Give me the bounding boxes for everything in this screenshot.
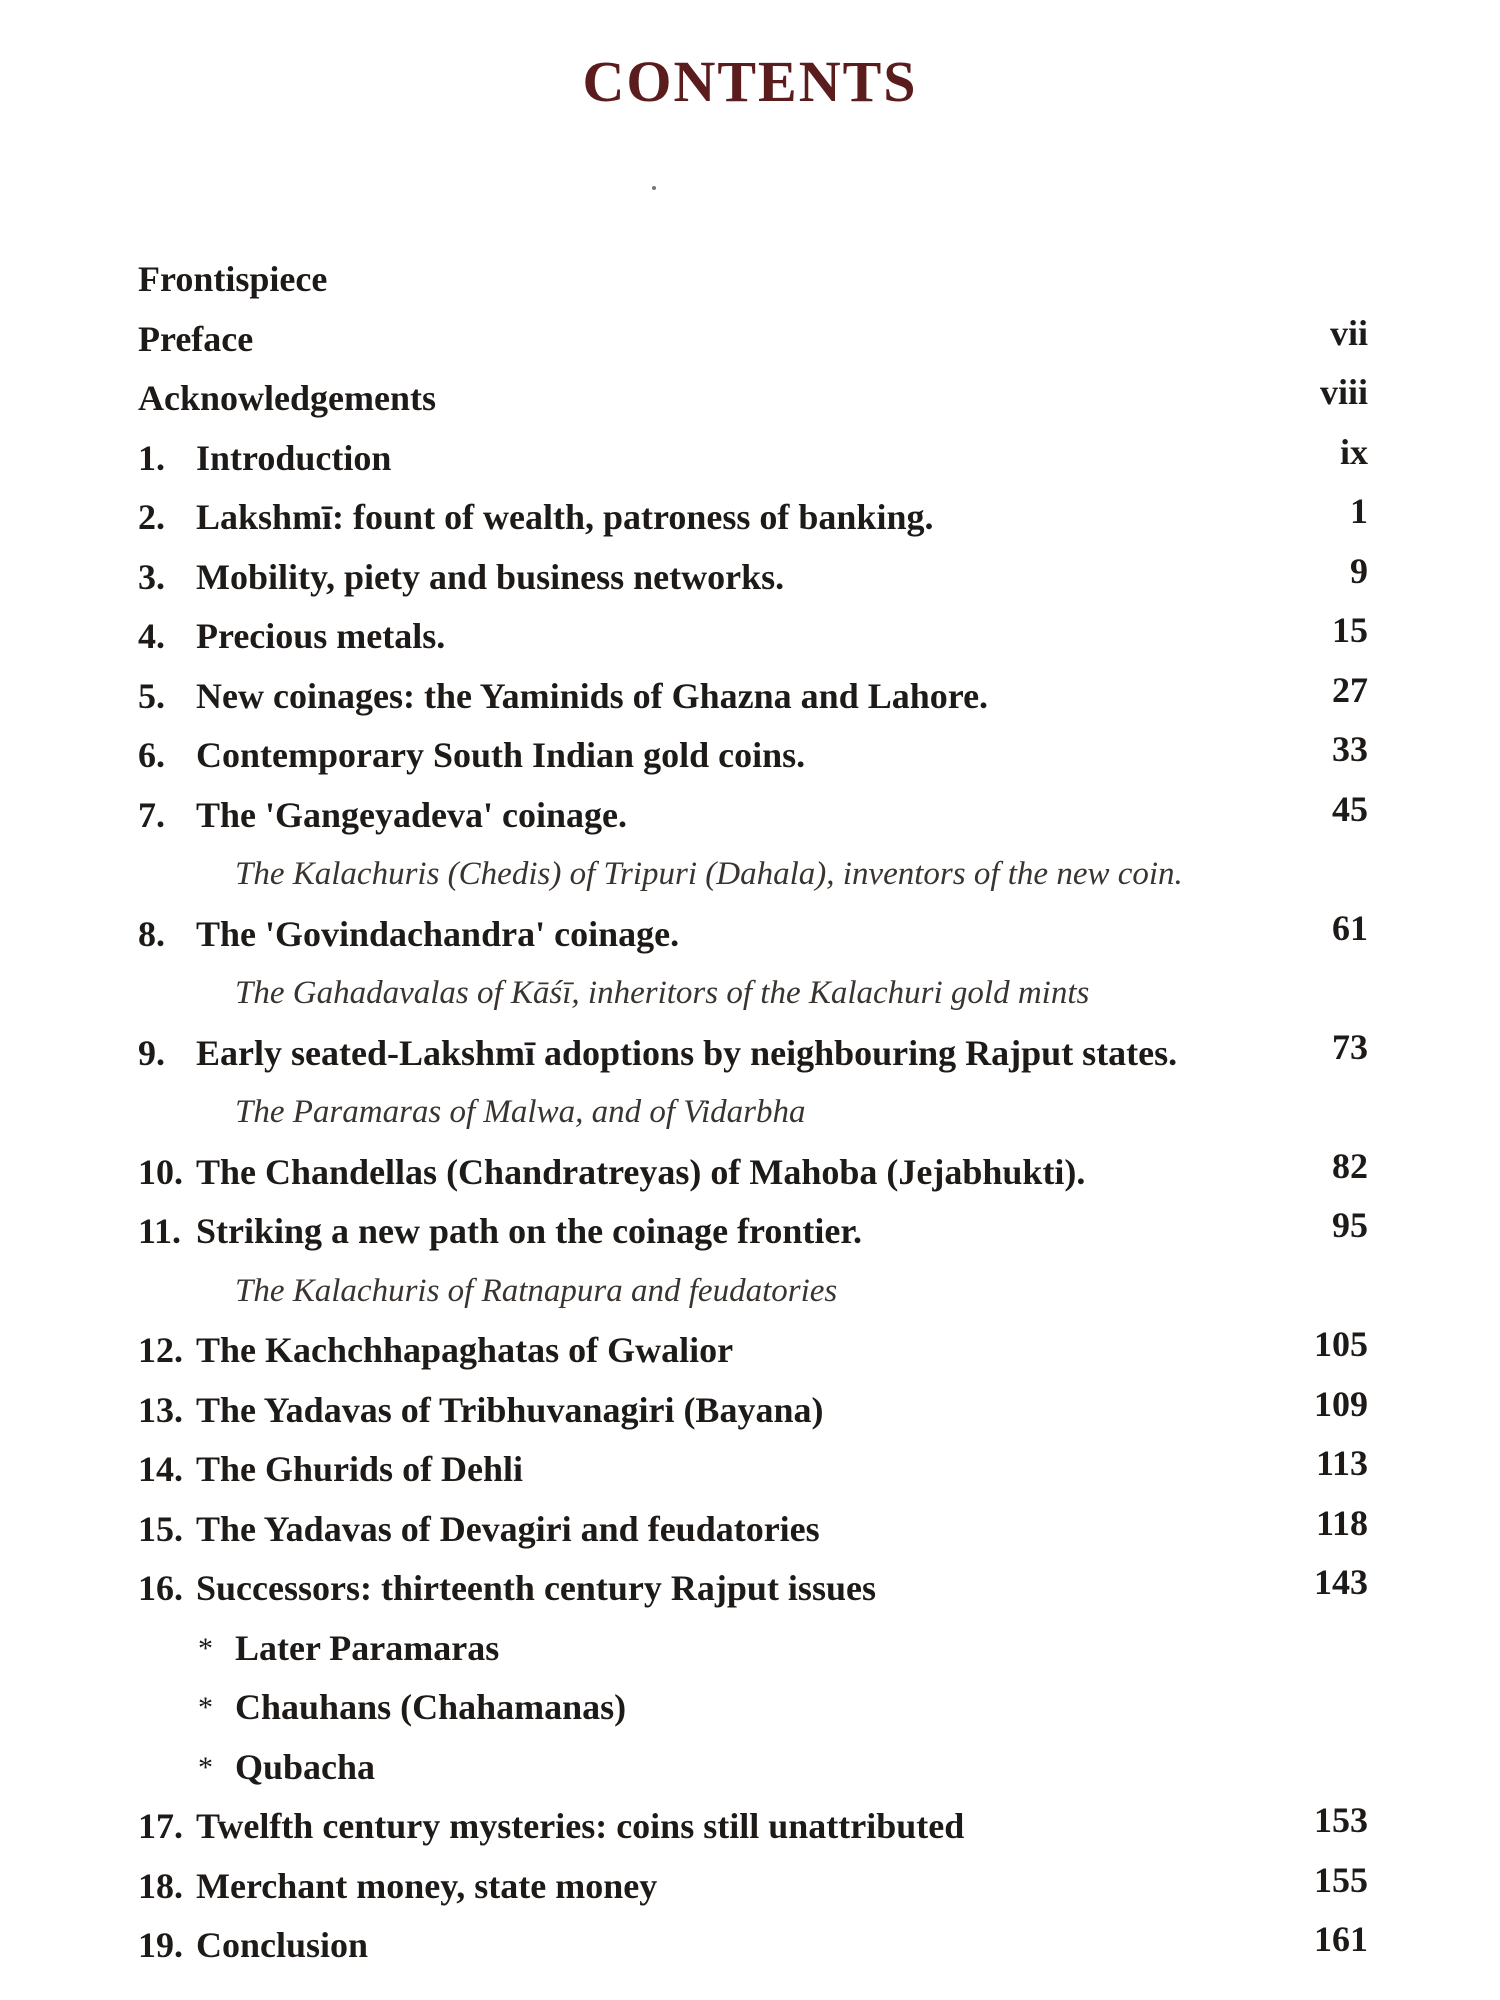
toc-entry-title: Frontispiece <box>138 259 328 299</box>
chapter-subtitle: The Kalachuris (Chedis) of Tripuri (Dahala), inventors of the new coin. <box>235 856 1183 892</box>
toc-chapter-11-subtitle <box>138 1262 1368 1322</box>
toc-chapter-6 <box>138 726 1368 786</box>
chapter-page: 27 <box>1332 669 1368 710</box>
chapter-title: Mobility, piety and business networks. <box>196 556 785 597</box>
bullet-label: Chauhans (Chahamanas) <box>235 1687 627 1727</box>
toc-chapter-8 <box>138 905 1368 965</box>
chapter-page: 9 <box>1350 550 1368 591</box>
bullet-label: Qubacha <box>235 1746 376 1787</box>
chapter-number: 1. <box>138 437 165 478</box>
chapter-title: New coinages: the Yaminids of Ghazna and Lahore. <box>196 675 989 716</box>
chapter-title: Successors: thirteenth century Rajput issues <box>196 1568 876 1608</box>
toc-chapter-7-subtitle <box>138 845 1368 905</box>
chapter-title: Twelfth century mysteries: coins still unattributed <box>196 1806 965 1846</box>
toc-entry-page: viii <box>1319 372 1368 412</box>
chapter-number: 8. <box>138 913 165 954</box>
chapter-page: 113 <box>1315 1443 1368 1483</box>
toc-chapter-5 <box>138 667 1368 727</box>
chapter-number: 9. <box>138 1032 165 1073</box>
chapter-number: 3. <box>138 556 165 597</box>
toc-chapter-13 <box>138 1381 1368 1441</box>
chapter-page: 61 <box>1332 907 1368 948</box>
toc-entry-page: vii <box>1329 312 1368 353</box>
chapter-title: Lakshmī: fount of wealth, patroness of banking. <box>196 497 934 537</box>
toc-chapter-8-subtitle <box>138 964 1368 1024</box>
chapter-page: 155 <box>1314 1859 1368 1900</box>
toc-chapter-4 <box>138 607 1368 667</box>
chapter-number: 14. <box>138 1449 183 1489</box>
toc-chapter-16 <box>138 1559 1368 1619</box>
chapter-number: 4. <box>138 616 165 656</box>
chapter-page: 105 <box>1314 1324 1368 1364</box>
chapter-title: Striking a new path on the coinage frontier. <box>196 1211 863 1251</box>
chapter-title: The 'Gangeyadeva' coinage. <box>196 794 627 835</box>
toc-chapter-3 <box>138 548 1368 608</box>
page-title: CONTENTS <box>582 49 918 114</box>
chapter-subtitle: The Kalachuris of Ratnapura and feudatories <box>235 1272 838 1309</box>
chapter-number: 11. <box>138 1211 182 1251</box>
chapter-title: Precious metals. <box>196 616 446 656</box>
toc-chapter-17 <box>138 1797 1368 1857</box>
toc-entry-acknowledgements <box>138 369 1368 429</box>
chapter-number: 18. <box>138 1865 183 1906</box>
toc-entry-frontispiece <box>138 250 1368 310</box>
toc-bullet-item <box>138 1738 1368 1798</box>
toc-chapter-19 <box>138 1916 1368 1976</box>
chapter-title: Contemporary South Indian gold coins. <box>196 735 806 775</box>
chapter-title: The Ghurids of Dehli <box>196 1449 524 1489</box>
chapter-number: 5. <box>138 675 165 716</box>
chapter-page: 73 <box>1332 1026 1368 1067</box>
chapter-title: Conclusion <box>196 1925 369 1965</box>
toc-bullet-item <box>138 1619 1368 1679</box>
chapter-subtitle: The Paramaras of Malwa, and of Vidarbha <box>235 1094 806 1130</box>
asterisk-icon: * <box>198 1631 213 1665</box>
toc-entry-preface <box>138 310 1368 370</box>
chapter-title: The Yadavas of Tribhuvanagiri (Bayana) <box>196 1389 824 1430</box>
chapter-number: 6. <box>138 735 165 775</box>
table-of-contents <box>138 250 1368 1976</box>
chapter-number: 12. <box>138 1330 183 1370</box>
chapter-number: 13. <box>138 1389 183 1430</box>
asterisk-icon: * <box>198 1750 213 1784</box>
chapter-page: 45 <box>1332 788 1368 829</box>
toc-chapter-18 <box>138 1857 1368 1917</box>
chapter-page: 161 <box>1314 1919 1368 1959</box>
chapter-page: 143 <box>1314 1562 1368 1602</box>
chapter-page: 95 <box>1332 1205 1368 1245</box>
toc-chapter-1 <box>138 429 1368 489</box>
chapter-number: 15. <box>138 1508 183 1549</box>
chapter-title: Merchant money, state money <box>196 1865 658 1906</box>
chapter-page: 82 <box>1332 1145 1368 1186</box>
ink-speck <box>652 186 656 190</box>
toc-chapter-2 <box>138 488 1368 548</box>
chapter-title: Early seated-Lakshmī adoptions by neighbouring Rajput states. <box>196 1032 1178 1073</box>
chapter-title: The Yadavas of Devagiri and feudatories <box>196 1508 820 1549</box>
chapter-title: Introduction <box>196 437 392 478</box>
bullet-label: Later Paramaras <box>235 1627 500 1668</box>
chapter-page: 15 <box>1332 610 1368 650</box>
chapter-title: The 'Govindachandra' coinage. <box>196 913 680 954</box>
chapter-page: 153 <box>1314 1800 1368 1840</box>
toc-entry-title: Acknowledgements <box>138 378 436 418</box>
toc-chapter-14 <box>138 1440 1368 1500</box>
toc-chapter-9-subtitle <box>138 1083 1368 1143</box>
chapter-number: 16. <box>138 1568 183 1608</box>
asterisk-icon: * <box>198 1691 213 1724</box>
chapter-page: ix <box>1339 431 1368 472</box>
toc-chapter-10 <box>138 1143 1368 1203</box>
toc-chapter-9 <box>138 1024 1368 1084</box>
toc-chapter-7 <box>138 786 1368 846</box>
chapter-number: 7. <box>138 794 165 835</box>
chapter-number: 19. <box>138 1925 183 1965</box>
toc-bullet-item <box>138 1678 1368 1738</box>
toc-chapter-15 <box>138 1500 1368 1560</box>
chapter-subtitle: The Gahadavalas of Kāśī, inheritors of the Kalachuri gold mints <box>235 975 1090 1011</box>
chapter-number: 17. <box>138 1806 183 1846</box>
chapter-page: 33 <box>1332 729 1368 769</box>
toc-chapter-12 <box>138 1321 1368 1381</box>
chapter-title: The Chandellas (Chandratreyas) of Mahoba (Jejabhukti). <box>196 1151 1086 1192</box>
chapter-page: 109 <box>1314 1383 1368 1424</box>
chapter-page: 118 <box>1315 1502 1368 1543</box>
chapter-number: 2. <box>138 497 165 537</box>
toc-entry-title: Preface <box>138 318 254 359</box>
chapter-title: The Kachchhapaghatas of Gwalior <box>196 1330 734 1370</box>
chapter-page: 1 <box>1350 491 1368 531</box>
toc-chapter-11 <box>138 1202 1368 1262</box>
chapter-number: 10. <box>138 1151 183 1192</box>
